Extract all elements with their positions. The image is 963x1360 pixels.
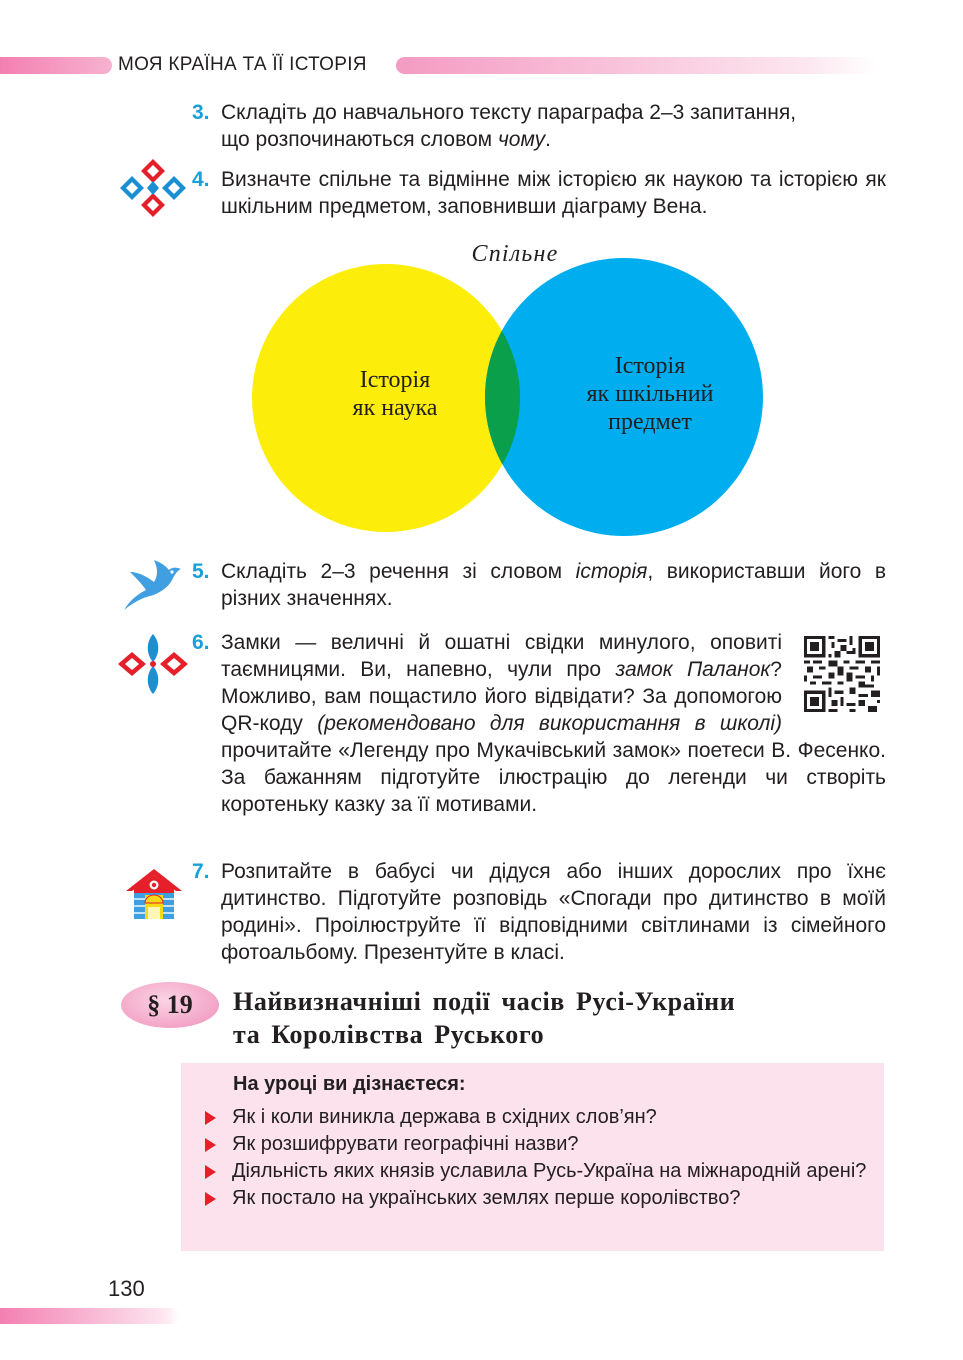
list-item: Діяльність яких князів уславила Русь-Україна на міжнародній арені? [202, 1158, 878, 1185]
flower-ornament-icon [118, 632, 188, 696]
task-number: 3. [192, 101, 210, 124]
task-7 [192, 858, 886, 966]
learning-outcomes-heading: На уроці ви дізнаєтеся: [233, 1073, 466, 1095]
task-number: 7. [192, 860, 210, 883]
list-item: Як постало на українських землях перше королівство? [202, 1185, 878, 1212]
learning-outcomes-list [202, 1104, 878, 1212]
triangle-bullet-icon [205, 1165, 216, 1179]
task-4 [192, 166, 886, 220]
list-item: Як і коли виникла держава в східних слов’ян? [202, 1104, 878, 1131]
triangle-bullet-icon [205, 1192, 216, 1206]
dove-icon [120, 558, 182, 614]
diamond-ornament-icon [118, 157, 188, 219]
header-bar-right [396, 57, 876, 74]
triangle-bullet-icon [205, 1111, 216, 1125]
task-text: Визначте спільне та відмінне між історією як наукою та історією як шкільним предметом, заповнивши діаграму Вена. [221, 168, 886, 218]
section-badge: § 19 [121, 982, 219, 1028]
task-text: Складіть до навчального тексту параграфа 2–3 запитання, що розпочинаються словом чому. [221, 101, 797, 151]
section-title: Найвизначніші події часів Русі-України та Королівства Руського [233, 987, 736, 1049]
task-number: 6. [192, 631, 210, 654]
venn-right-label: Історія як шкільний предмет [586, 353, 714, 435]
triangle-bullet-icon [205, 1138, 216, 1152]
running-header-title: МОЯ КРАЇНА ТА ЇЇ ІСТОРІЯ [118, 54, 367, 75]
list-item: Як розшифрувати географічні назви? [202, 1131, 878, 1158]
page-number: 130 [108, 1276, 145, 1301]
task-6 [192, 629, 886, 818]
footer-bar [0, 1308, 180, 1324]
qr-code[interactable] [804, 636, 880, 712]
venn-left-label: Історія як наука [352, 367, 438, 421]
task-5 [192, 558, 886, 612]
task-text: Замки — величні й ошатні свідки минулого, оповиті таємницями. Ви, напевно, чули про замок Паланок? Можливо, вам пощастило його відвідати? За допомогою QR-коду (рекомендовано для використання в школі) прочитайте «Легенду про Мукачівський замок» поетеси В. Фесенко. За бажанням підготуйте ілюстрацію до легенди чи створіть коротеньку казку за її мотивами. [221, 631, 886, 816]
task-text: Розпитайте в бабусі чи дідуся або інших дорослих про їхнє дитинство. Підготуйте розповідь «Спогади про дитинство в моїй родині». Проілюструйте її відповідними світлинами із сімейного фотоальбому. Презентуйте в класі. [221, 860, 886, 964]
venn-caption: Спільне [471, 241, 559, 267]
task-text: Складіть 2–3 речення зі словом історія, використавши його в різних значеннях. [221, 560, 886, 610]
house-icon [124, 867, 184, 921]
task-number: 4. [192, 168, 210, 191]
task-3 [192, 99, 886, 153]
task-number: 5. [192, 560, 210, 583]
header-bar-left [0, 57, 112, 74]
